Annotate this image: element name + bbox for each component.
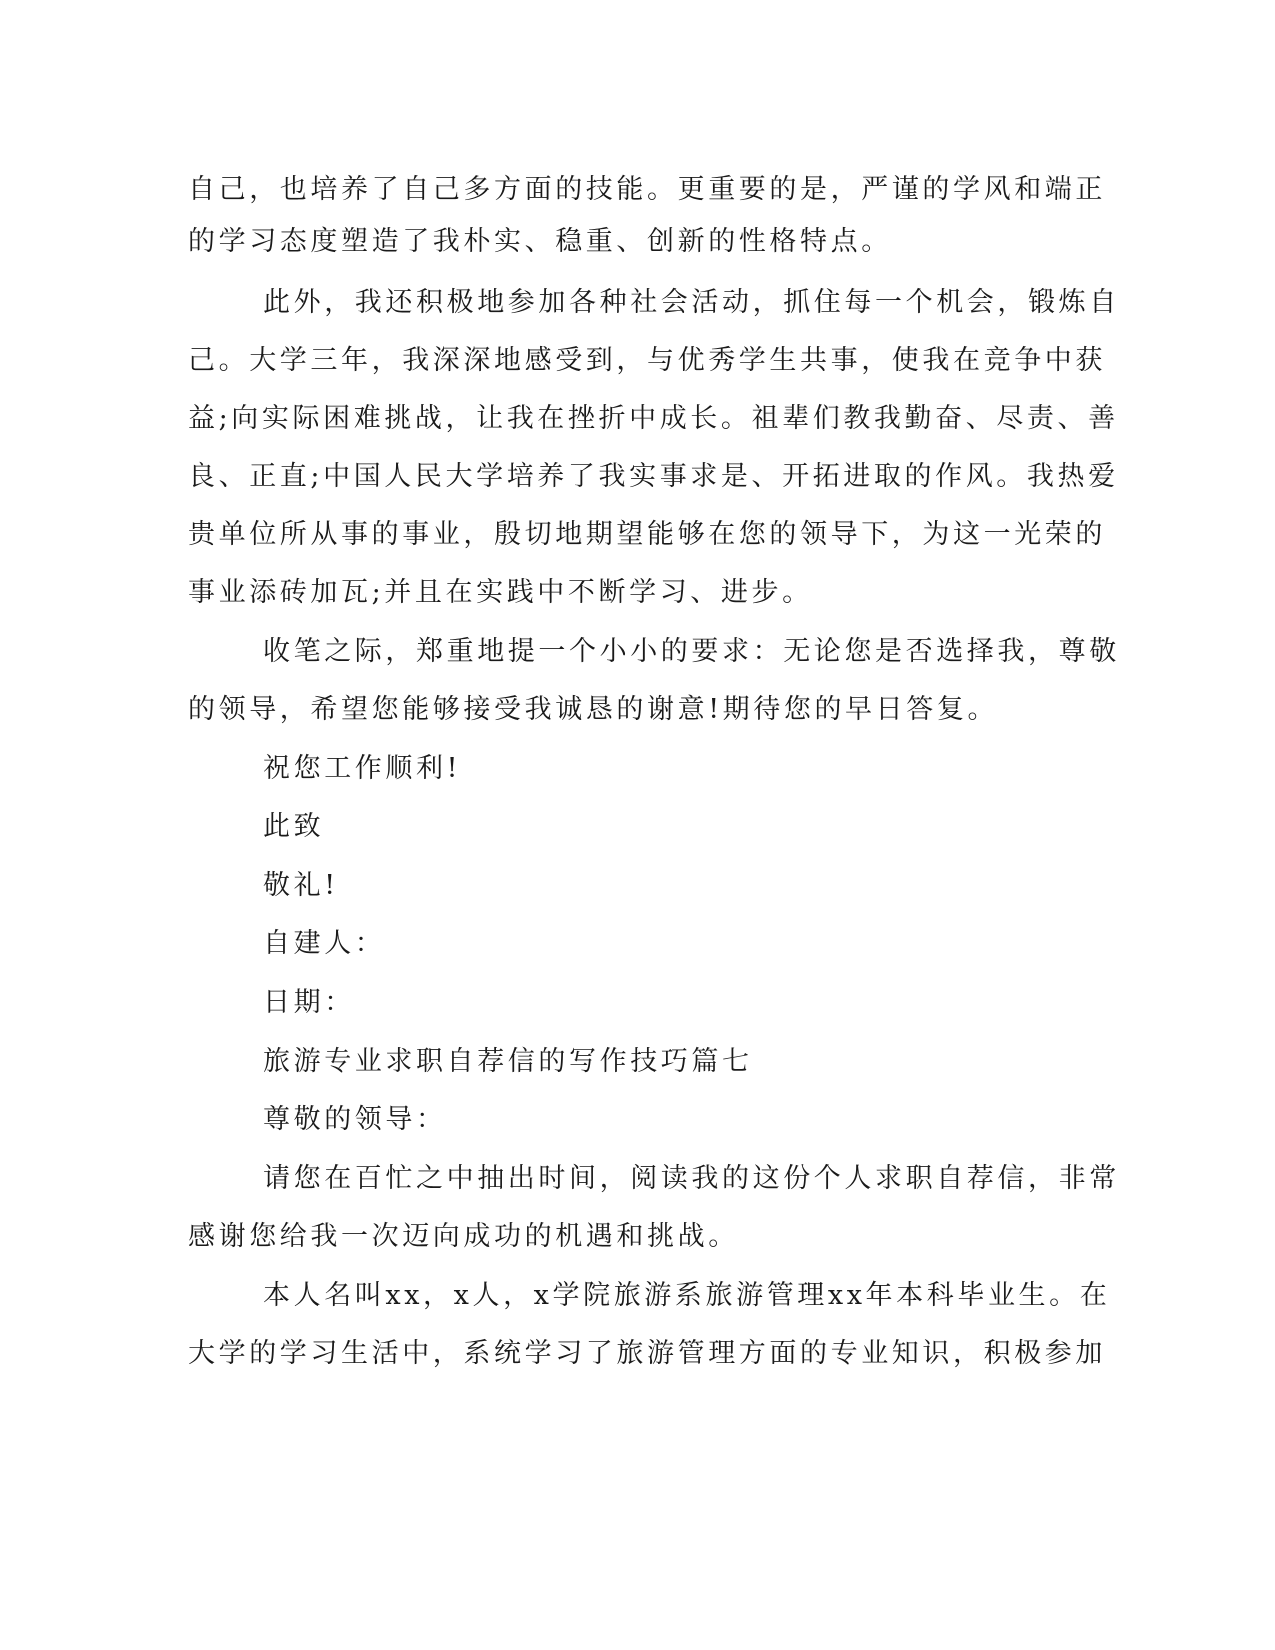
closing-wish: 祝您工作顺利! <box>263 753 462 784</box>
signature-label: 自建人： <box>263 928 386 959</box>
paragraph-start-line: 此外，我还积极地参加各种社会活动，抓住每一个机会，锻炼自 <box>263 287 1120 318</box>
text-line: 良、正直;中国人民大学培养了我实事求是、开拓进取的作风。我热爱 <box>188 461 1119 492</box>
date-label: 日期： <box>263 987 355 1018</box>
paragraph-start-line: 收笔之际，郑重地提一个小小的要求：无论您是否选择我，尊敬 <box>263 636 1120 667</box>
text-line: 己。大学三年，我深深地感受到，与优秀学生共事，使我在竞争中获 <box>188 345 1106 376</box>
text-line: 大学的学习生活中，系统学习了旅游管理方面的专业知识，积极参加 <box>188 1338 1106 1369</box>
section-title: 旅游专业求职自荐信的写作技巧篇七 <box>263 1046 753 1077</box>
salutation-line: 此致 <box>263 811 325 842</box>
paragraph-start-line: 本人名叫xx，x人，x学院旅游系旅游管理xx年本科毕业生。在 <box>263 1280 1111 1311</box>
text-line: 的学习态度塑造了我朴实、稳重、创新的性格特点。 <box>188 226 892 257</box>
salutation-line: 敬礼! <box>263 870 339 901</box>
text-line: 贵单位所从事的事业，殷切地期望能够在您的领导下，为这一光荣的 <box>188 519 1106 550</box>
text-line: 自己，也培养了自己多方面的技能。更重要的是，严谨的学风和端正 <box>188 174 1106 205</box>
text-line: 感谢您给我一次迈向成功的机遇和挑战。 <box>188 1221 739 1252</box>
text-line: 的领导，希望您能够接受我诚恳的谢意!期待您的早日答复。 <box>188 694 999 725</box>
greeting-line: 尊敬的领导： <box>263 1104 447 1135</box>
text-line: 事业添砖加瓦;并且在实践中不断学习、进步。 <box>188 577 813 608</box>
text-line: 益;向实际困难挑战，让我在挫折中成长。祖辈们教我勤奋、尽责、善 <box>188 403 1119 434</box>
paragraph-start-line: 请您在百忙之中抽出时间，阅读我的这份个人求职自荐信，非常 <box>263 1163 1120 1194</box>
